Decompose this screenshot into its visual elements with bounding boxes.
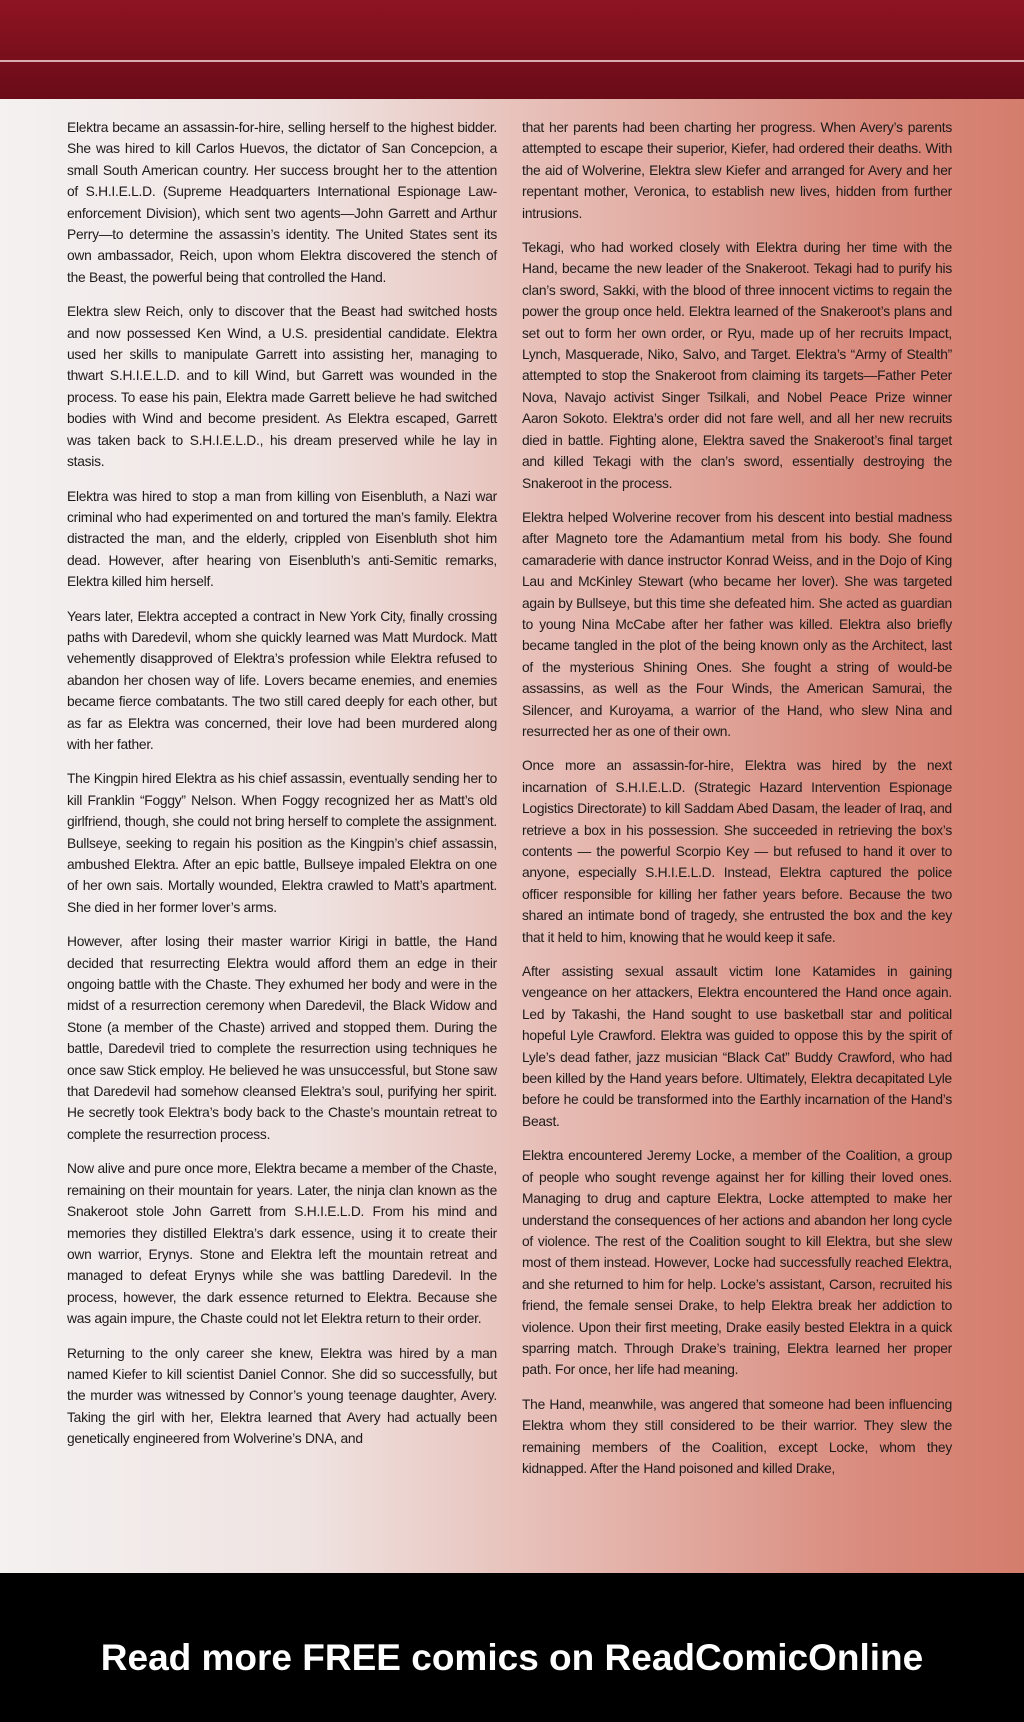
paragraph: Elektra became an assassin-for-hire, selling herself to the highest bidder. She was hired to kill Carlos Huevos, the dictator of San Concepcion, a small South American country. Her success brought her to the attention of S.H.I.E.L.D. (Supreme Headquarters International Espionage Law-enforcement Division), which sent two agents—John Garrett and Arthur Perry—to determine the assassin’s identity. The United States sent its own ambassador, Reich, upon whom Elektra discovered the stench of the Beast, the powerful being that controlled the Hand. [67,120,497,285]
paragraph: Years later, Elektra accepted a contract in New York City, finally crossing paths with Daredevil, whom she quickly learned was Matt Murdock. Matt vehemently disapproved of Elektra’s profession while Elektra refused to abandon her chosen way of life. Lovers became enemies, and enemies became fierce combatants. The two still cared deeply for each other, but as far as Elektra was concerned, their love had been murdered along with her father. [67,608,497,752]
paragraph: Now alive and pure once more, Elektra became a member of the Chaste, remaining on their mountain for years. Later, the ninja clan known as the Snakeroot stole John Garrett from S.H.I.E.L.D. From his mind and memories they distilled Elektra’s dark essence, using it to create their own warrior, Erynys. Stone and Elektra left the mountain retreat and managed to defeat Erynys while she was battling Daredevil. In the process, however, the dark essence returned to Elektra. Because she was again impure, the Chaste could not let Elektra return to their order. [67,1161,497,1327]
article-page [0,99,1024,1573]
paragraph: Elektra was hired to stop a man from killing von Eisenbluth, a Nazi war criminal who had experimented on and tortured the man’s family. Elektra distracted the man, and the elderly, crippled von Eisenbluth shot him dead. However, after hearing von Eisenbluth’s anti-Semitic remarks, Elektra killed him herself. [67,488,497,590]
paragraph: Tekagi, who had worked closely with Elektra during her time with the Hand, became the new leader of the Snakeroot. Tekagi had to purify his clan’s sword, Sakki, with the blood of three innocent victims to regain the power the group once held. Elektra learned of the Snakeroot’s plans and set out to form her own order, or Ryu, made up of her recruits Impact, Lynch, Masquerade, Niko, Salvo, and Target. Elektra’s “Army of Stealth” attempted to stop the Snakeroot from claiming its targets—Father Peter Nova, Navajo activist Singer Tsilkali, and Nobel Peace Prize winner Aaron Sokoto. Elektra’s order did not fare well, and all her new recruits died in battle. Fighting alone, Elektra saved the Snakeroot’s final target and killed Tekagi with the clan’s sword, essentially destroying the Snakeroot in the process. [522,240,952,491]
paragraph: After assisting sexual assault victim Ione Katamides in gaining vengeance on her attackers, Elektra encountered the Hand once again. Led by Takashi, the Hand sought to use basketball star and political hopeful Lyle Crawford. Elektra was guided to oppose this by the spirit of Lyle’s dead father, jazz musician “Black Cat” Buddy Crawford, who had been killed by the Hand years before. Ultimately, Elektra decapitated Lyle before he could be transformed into the Earthly incarnation of the Hand’s Beast. [522,964,952,1129]
paragraph: Elektra slew Reich, only to discover that the Beast had switched hosts and now possessed Ken Wind, a U.S. presidential candidate. Elektra used her skills to manipulate Garrett into assisting her, managing to thwart S.H.I.E.L.D. and to kill Wind, but Garrett was wounded in the process. To ease his pain, Elektra made Garrett believe he had switched bodies with Wind and become president. As Elektra escaped, Garrett was taken back to S.H.I.E.L.D., his dream preserved while he lay in stasis. [67,304,497,470]
paragraph: The Hand, meanwhile, was angered that someone had been influencing Elektra whom they still considered to be their warrior. They slew the remaining members of the Coalition, except Locke, whom they kidnapped. After the Hand poisoned and killed Drake, [522,1396,952,1476]
paragraph: Once more an assassin-for-hire, Elektra was hired by the next incarnation of S.H.I.E.L.D. (Strategic Hazard Intervention Espionage Logistics Directorate) to kill Saddam Abed Dasam, the leader of Iraq, and retrieve a box in his possession. She succeeded in retrieving the box’s contents — the powerful Scorpio Key — but refused to hand it over to anyone, especially S.H.I.E.L.D. Instead, Elektra captured the police officer responsible for killing her father years before. Because the two shared an intimate bond of tragedy, she entrusted the box and the key that it held to him, knowing that he would keep it safe. [522,758,952,945]
paragraph: The Kingpin hired Elektra as his chief assassin, eventually sending her to kill Franklin “Foggy” Nelson. When Foggy recognized her as Matt’s old girlfriend, though, she could not bring herself to complete the assignment. Bullseye, seeking to regain his position as the Kingpin’s chief assassin, ambushed Elektra. After an epic battle, Bullseye impaled Elektra on one of her own sais. Mortally wounded, Elektra crawled to Matt’s apartment. She died in her former lover’s arms. [67,771,497,915]
paragraph: Elektra helped Wolverine recover from his descent into bestial madness after Magneto tore the Adamantium metal from his body. She found camaraderie with dance instructor Konrad Weiss, and in the Dojo of King Lau and McKinley Stewart (who became her lover). She was targeted again by Bullseye, but this time she defeated him. She acted as guardian to young Nina McCabe after her father was killed. Elektra also briefly became tangled in the plot of the being known only as the Architect, last of the mysterious Shining Ones. She fought a string of would-be assassins, as well as the Four Winds, the American Samurai, the Silencer, and Kuroyama, a warrior of the Hand, who slew Nina and resurrected her as one of their own. [522,509,952,739]
paragraph: Elektra encountered Jeremy Locke, a member of the Coalition, a group of people who sought revenge against her for killing their loved ones. Managing to drug and capture Elektra, Locke attempted to make her understand the consequences of her actions and abandon her long cycle of violence. The rest of the Coalition sought to kill Elektra, but she slew most of them instead. However, Locke had successfully reached Elektra, and she returned to him for help. Locke’s assistant, Carson, recruited his friend, the female sensei Drake, to help Elektra break her addiction to violence. Upon their first meeting, Drake easily bested Elektra in a quick sparring match. Through Drake’s training, Elektra learned her proper path. For once, her life had meaning. [522,1148,952,1378]
paragraph: that her parents had been charting her progress. When Avery’s parents attempted to escape their superior, Kiefer, had ordered their deaths. With the aid of Wolverine, Elektra slew Kiefer and arranged for Avery and her repentant mother, Veronica, to establish new lives, hidden from further intrusions. [522,120,952,221]
right-column [522,117,952,1492]
paragraph: Returning to the only career she knew, Elektra was hired by a man named Kiefer to kill scientist Daniel Connor. She did so successfully, but the murder was witnessed by Connor’s young teenage daughter, Avery. Taking the girl with her, Elektra learned that Avery had actually been genetically engineered from Wolverine’s DNA, and [67,1345,497,1447]
left-column [67,117,497,1463]
promo-link[interactable]: Read more FREE comics on ReadComicOnline [100,1637,924,1678]
paragraph: However, after losing their master warrior Kirigi in battle, the Hand decided that resurrecting Elektra would afford them an edge in their ongoing battle with the Chaste. They exhumed her body and were in the midst of a resurrection ceremony when Daredevil, the Black Widow and Stone (a member of the Chaste) arrived and stopped them. During the battle, Daredevil tried to complete the resurrection using techniques he once saw Stick employ. He believed he was unsuccessful, but Stone saw that Daredevil had somehow cleansed Elektra’s soul, purifying her spirit. He secretly took Elektra’s body back to the Chaste’s mountain retreat to complete the resurrection process. [67,934,497,1142]
top-banner [0,0,1024,99]
banner-divider-line [0,60,1024,62]
